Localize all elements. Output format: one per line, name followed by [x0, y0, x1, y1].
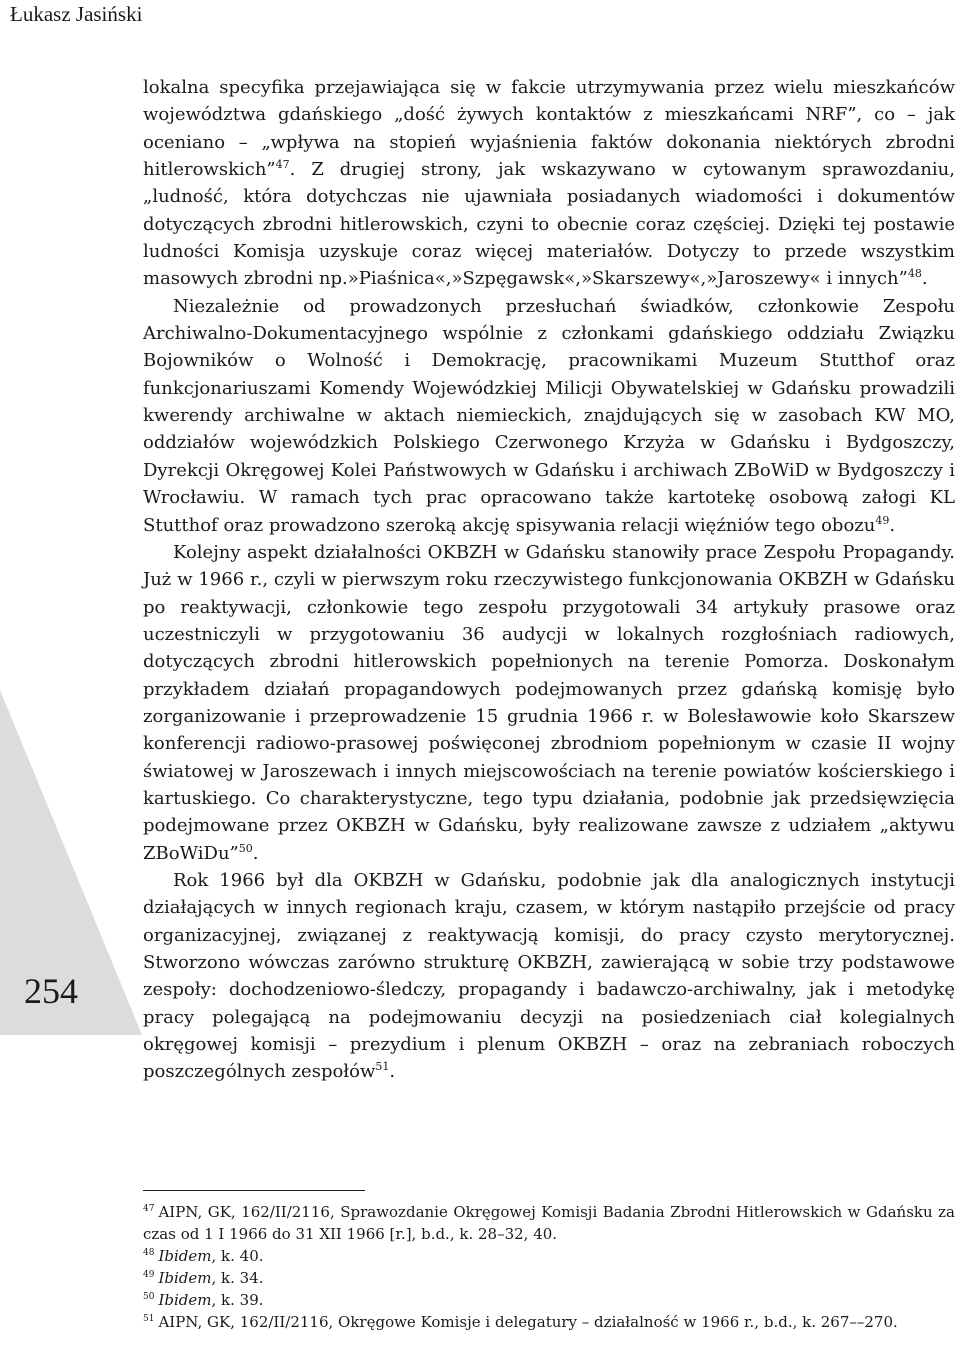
footnote-50: $^{50}$ Ibidem, k. 39.	[143, 1291, 264, 1309]
footnote-47: $^{47}$ AIPN, GK, 162/II/2116, Sprawozdanie Okręgowej Komisji Badania Zbrodni Hitlerowskich w Gdańsku za czas od 1 I 1966 do 31 XII 1966 [r.], b.d., k. 28–32, 40.	[143, 1203, 955, 1243]
paragraph-4: Rok 1966 był dla OKBZH w Gdańsku, podobnie jak dla analogicznych instytucji działających w innych regionach kraju, czasem, w którym nastąpiło przejście od pracy organizacyjnej, związanej z reaktywacją komisji, do pracy czysto merytorycznej. Stworzono wówczas zarówno strukturę OKBZH, zawierającą w sobie trzy podstawowe zespoły: dochodzeniowo-śledczy, propagandy i badawczo-archiwalny, jak i metodykę pracy polegającą na podejmowaniu decyzji na posiedzeniach ciał kolegialnych okręgowej komisji – prezydium i plenum OKBZH – oraz na zebraniach roboczych poszczególnych zespołów$^{51}$.	[143, 869, 955, 1083]
main-text	[143, 74, 955, 1086]
footnote-48: $^{48}$ Ibidem, k. 40.	[143, 1247, 264, 1265]
footnote-ref-49: 49	[875, 513, 890, 527]
page-number: 254	[24, 971, 78, 1011]
running-header-author: Łukasz Jasiński	[10, 2, 143, 26]
footnote-ref-48: 48	[907, 267, 922, 281]
footnote-ref-51: 51	[375, 1060, 390, 1074]
paragraph-2: Niezależnie od prowadzonych przesłuchań świadków, członkowie Zespołu Archiwalno-Dokumentacyjnego wspólnie z członkami gdańskiego oddziału Związku Bojowników o Wolność i Demokrację, pracownikami Muzeum Stutthof oraz funkcjonariuszami Komendy Wojewódzkiej Milicji Obywatelskiej w Gdańsku prowadzili kwerendy archiwalne w aktach niemieckich, znajdujących się w zasobach KW MO, oddziałów wojewódzkich Polskiego Czerwonego Krzyża w Gdańsku i Bydgoszczy, Dyrekcji Okręgowej Kolei Państwowych w Gdańsku i archiwach ZBoWiD w Bydgoszczy i Wrocławiu. W ramach tych prac opracowano także kartotekę osobową załogi KL Stutthof oraz prowadzono szeroką akcję spisywania relacji więźniów tego obozu$^{49}$.	[143, 295, 955, 536]
footnote-49: $^{49}$ Ibidem, k. 34.	[143, 1269, 264, 1287]
paragraph-1: lokalna specyfika przejawiająca się w fakcie utrzymywania przez wielu mieszkańców województwa gdańskiego „dość żywych kontaktów z mieszkańcami NRF”, co – jak oceniano – „wpływa na stopień wyjaśnienia faktów dokonania niektórych zbrodni hitlerowskich”$^{47}$. Z drugiej strony, jak wskazywano w cytowanym sprawozdaniu, „ludność, która dotychczas nie ujawniała posiadanych wiadomości i dokumentów dotyczących zbrodni hitlerowskich, czyni to obecnie coraz częściej. Dzięki tej postawie ludności Komisja uzyskuje coraz więcej materiałów. Dotyczy to przede wszystkim masowych zbrodni np.»Piaśnica«,»Szpęgawsk«,»Skarszewy«,»Jaroszewy« i innych”$^{48}$.	[143, 77, 955, 290]
footnote-ref-50: 50	[238, 841, 253, 855]
footnote-51: $^{51}$ AIPN, GK, 162/II/2116, Okręgowe Komisje i delegatury – działalność w 1966 r., b.d., k. 267––270.	[143, 1313, 898, 1331]
footnote-ref-47: 47	[275, 158, 290, 172]
footnotes	[143, 1201, 955, 1333]
footnote-separator	[143, 1190, 365, 1191]
paragraph-3: Kolejny aspekt działalności OKBZH w Gdańsku stanowiły prace Zespołu Propagandy. Już w 1966 r., czyli w pierwszym roku rzeczywistego funkcjonowania OKBZH w Gdańsku po reaktywacji, członkowie tego zespołu przygotowali 34 artykuły prasowe oraz uczestniczyli w przygotowaniu 36 audycji w lokalnych rozgłośniach radiowych, dotyczących zbrodni hitlerowskich popełnionych na terenie Pomorza. Doskonałym przykładem działań propagandowych podejmowanych przez gdańską komisję było zorganizowanie i przeprowadzenie 15 grudnia 1966 r. w Bolesławowie koło Skarszew konferencji radiowo-prasowej poświęconej zbrodniom popełnionym w czasie II wojny światowej w Jaroszewach i innych miejscowościach na terenie powiatów kościerskiego i kartuskiego. Co charakterystyczne, tego typu działania, podobnie jak przedsięwzięcia podejmowane przez OKBZH w Gdańsku, były realizowane zawsze z udziałem „aktywu ZBoWiDu”$^{50}$.	[143, 541, 955, 864]
